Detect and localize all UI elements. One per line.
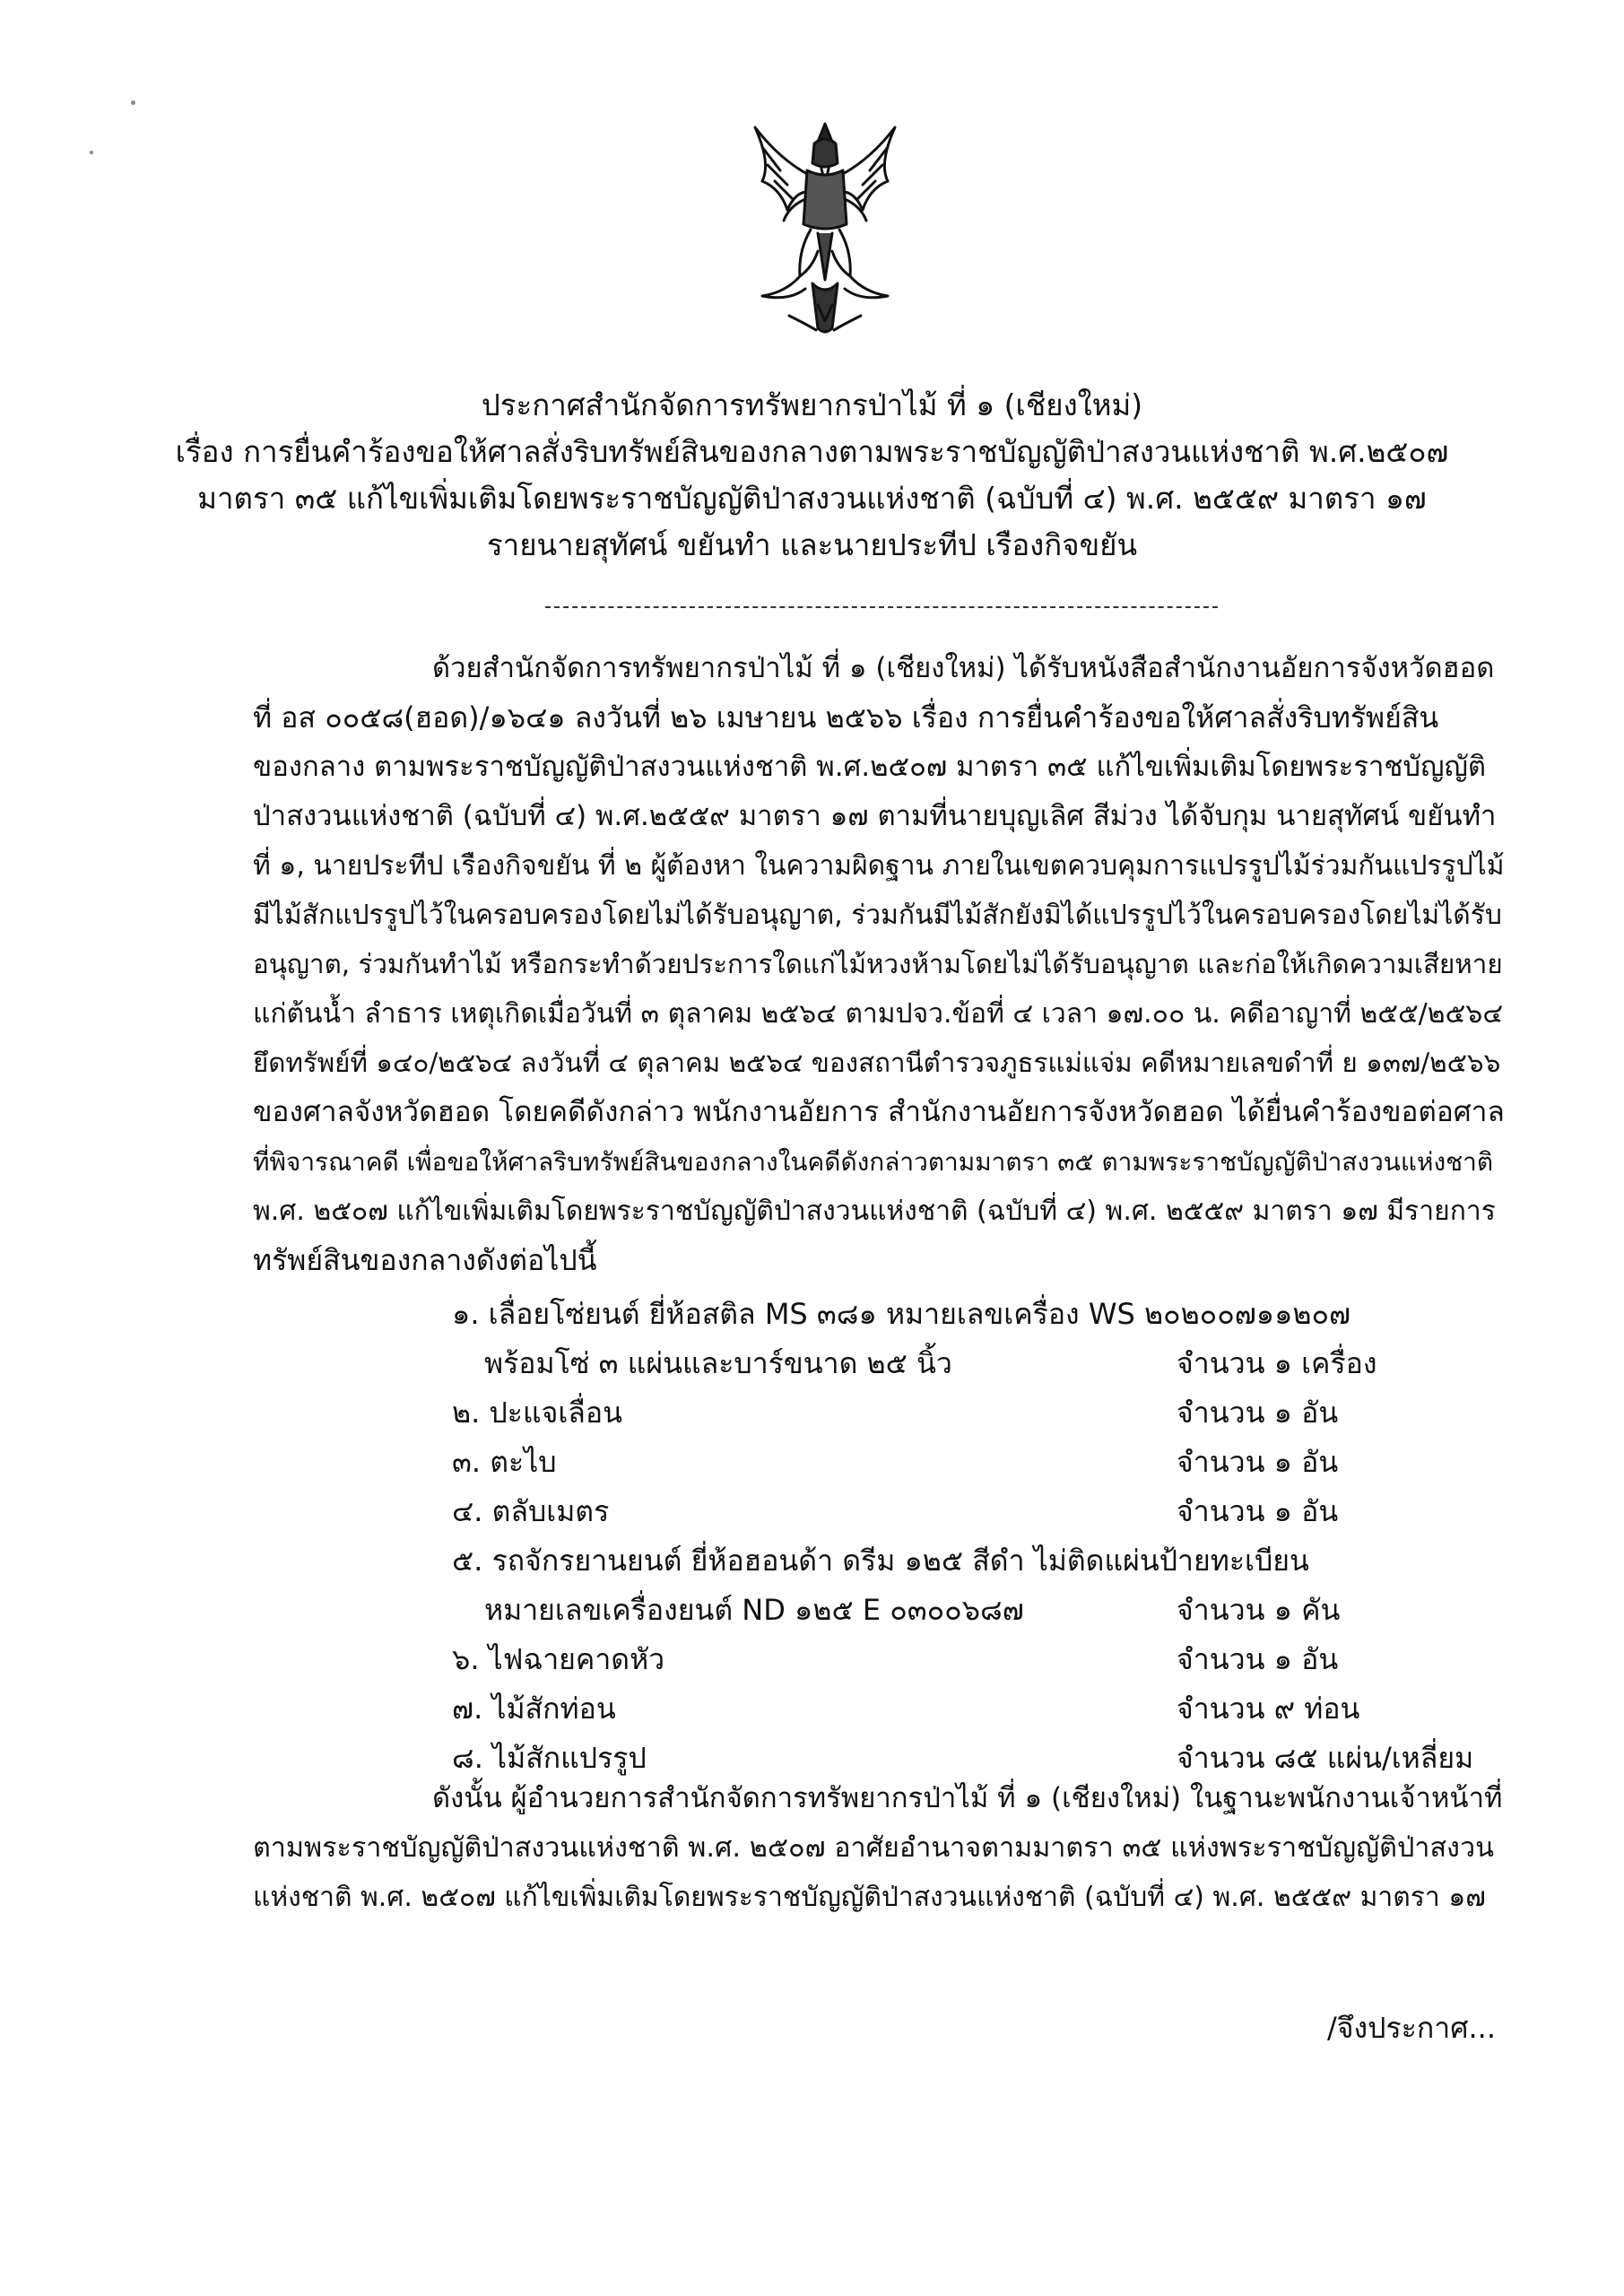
item-label: หมายเลขเครื่องยนต์ ND ๑๒๕ E ๐๓๐๐๖๘๗ — [484, 1593, 1024, 1627]
list-item — [253, 1438, 1505, 1487]
closing-paragraph — [253, 1774, 1505, 1922]
list-item — [253, 1536, 1505, 1586]
body-paragraph — [253, 644, 1505, 1285]
body-line: แก่ต้นน้ำ ลำธาร เหตุเกิดเมื่อวันที่ ๓ ตุลาคม ๒๕๖๔ ตามปจว.ข้อที่ ๔ เวลา ๑๗.๐๐ น. คดีอาญาที่ ๒๕๕/๒๕๖๔ — [253, 998, 1504, 1030]
item-label: ๖. ไฟฉายคาดหัว — [452, 1642, 665, 1676]
subject-line: รายนายสุทัศน์ ขยันทำ และนายประทีป เรืองกิจขยัน — [486, 527, 1138, 562]
body-line: ตามพระราชบัญญัติป่าสงวนแห่งชาติ พ.ศ. ๒๕๐๗ อาศัยอำนาจตามมาตรา ๓๕ แห่งพระราชบัญญัติป่าสงวน — [253, 1832, 1494, 1864]
body-line: แห่งชาติ พ.ศ. ๒๕๐๗ แก้ไขเพิ่มเติมโดยพระราชบัญญัติป่าสงวนแห่งชาติ (ฉบับที่ ๔) พ.ศ. ๒๕๕๙ มาตรา ๑๗ — [253, 1882, 1486, 1913]
body-line: ด้วยสำนักจัดการทรัพยากรป่าไม้ ที่ ๑ (เชียงใหม่) ได้รับหนังสือสำนักงานอัยการจังหวัดฮอด — [432, 652, 1495, 684]
item-label: ๘. ไม้สักแปรรูป — [452, 1741, 647, 1775]
item-label: พร้อมโซ่ ๓ แผ่นและบาร์ขนาด ๒๕ นิ้ว — [484, 1346, 952, 1380]
item-quantity: จำนวน ๑ อัน — [1177, 1396, 1339, 1430]
subject-line: เรื่อง การยื่นคำร้องขอให้ศาลสั่งริบทรัพย์สินของกลางตามพระราชบัญญัติป่าสงวนแห่งชาติ พ.ศ.๒๕๐๗ — [175, 434, 1449, 469]
subject-line: มาตรา ๓๕ แก้ไขเพิ่มเติมโดยพระราชบัญญัติป่าสงวนแห่งชาติ (ฉบับที่ ๔) พ.ศ. ๒๕๕๙ มาตรา ๑๗ — [197, 481, 1427, 516]
item-label: ๔. ตลับเมตร — [452, 1494, 610, 1528]
garuda-emblem-icon — [735, 117, 915, 341]
body-line: ที่พิจารณาคดี เพื่อขอให้ศาลริบทรัพย์สินของกลางในคดีดังกล่าวตามมาตรา ๓๕ ตามพระราชบัญญัติป่าสงวนแห่งชาติ — [253, 1147, 1494, 1177]
list-item — [253, 1339, 1505, 1388]
item-label: ๗. ไม้สักท่อน — [452, 1692, 616, 1726]
item-quantity: จำนวน ๘๕ แผ่น/เหลี่ยม — [1177, 1741, 1474, 1775]
item-label: ๑. เลื่อยโซ่ยนต์ ยี่ห้อสติล MS ๓๘๑ หมายเลขเครื่อง WS ๒๐๒๐๐๗๑๑๒๐๗ — [452, 1297, 1351, 1331]
item-quantity: จำนวน ๑ เครื่อง — [1177, 1346, 1377, 1380]
body-line: ทรัพย์สินของกลางดังต่อไปนี้ — [253, 1243, 597, 1277]
body-line: ที่ อส ๐๐๕๘(ฮอด)/๑๖๔๑ ลงวันที่ ๒๖ เมษายน ๒๕๖๖ เรื่อง การยื่นคำร้องขอให้ศาลสั่งริบทรัพย์สิน — [253, 700, 1439, 735]
item-quantity: จำนวน ๑ อัน — [1177, 1494, 1339, 1528]
scan-speck — [90, 151, 93, 154]
body-line: ป่าสงวนแห่งชาติ (ฉบับที่ ๔) พ.ศ.๒๕๕๙ มาตรา ๑๗ ตามที่นายบุญเลิศ สีม่วง ได้จับกุม นายสุทัศน์ ขยันทำ — [253, 800, 1497, 832]
list-item — [253, 1586, 1505, 1635]
item-quantity: จำนวน ๑ อัน — [1177, 1642, 1339, 1676]
item-label: ๒. ปะแจเลื่อน — [452, 1396, 622, 1430]
item-label: ๓. ตะไบ — [452, 1445, 557, 1479]
body-line: ของศาลจังหวัดฮอด โดยคดีดังกล่าว พนักงานอัยการ สำนักงานอัยการจังหวัดฮอด ได้ยื่นคำร้องขอต่อศาล — [253, 1096, 1505, 1128]
body-line: มีไม้สักแปรรูปไว้ในครอบครองโดยไม่ได้รับอนุญาต, ร่วมกันมีไม้สักยังมิได้แปรรูปไว้ในครอบครองโดยไม่ได้รับ — [253, 900, 1502, 931]
item-quantity: จำนวน ๙ ท่อน — [1177, 1692, 1360, 1726]
list-item — [253, 1635, 1505, 1684]
list-item — [253, 1388, 1505, 1438]
list-item — [253, 1684, 1505, 1734]
body-line: พ.ศ. ๒๕๐๗ แก้ไขเพิ่มเติมโดยพระราชบัญญัติป่าสงวนแห่งชาติ (ฉบับที่ ๔) พ.ศ. ๒๕๕๙ มาตรา ๑๗ มีรายการ — [253, 1196, 1496, 1227]
continuation-marker: /จึงประกาศ... — [1327, 2011, 1497, 2045]
body-line: ที่ ๑, นายประทีป เรืองกิจขยัน ที่ ๒ ผู้ต้องหา ในความผิดฐาน ภายในเขตควบคุมการแปรรูปไม้ร่วมกันแปรรูปไม้ — [253, 850, 1505, 882]
item-quantity: จำนวน ๑ คัน — [1177, 1593, 1341, 1627]
body-line: ของกลาง ตามพระราชบัญญัติป่าสงวนแห่งชาติ พ.ศ.๒๕๐๗ มาตรา ๓๕ แก้ไขเพิ่มเติมโดยพระราชบัญญัติ — [253, 751, 1487, 783]
item-quantity: จำนวน ๑ อัน — [1177, 1445, 1339, 1479]
seized-items-list — [253, 1290, 1505, 1783]
list-item — [253, 1487, 1505, 1536]
item-label: ๕. รถจักรยานยนต์ ยี่ห้อฮอนด้า ดรีม ๑๒๕ สีดำ ไม่ติดแผ่นป้ายทะเบียน — [452, 1544, 1309, 1578]
body-line: อนุญาต, ร่วมกันทำไม้ หรือกระทำด้วยประการใดแก่ไม้หวงห้ามโดยไม่ได้รับอนุญาต และก่อให้เกิดความเสียหาย — [253, 949, 1503, 979]
scan-speck — [131, 100, 135, 105]
list-item — [253, 1290, 1505, 1339]
body-line: ดังนั้น ผู้อำนวยการสำนักจัดการทรัพยากรป่าไม้ ที่ ๑ (เชียงใหม่) ในฐานะพนักงานเจ้าหน้าที่ — [432, 1782, 1503, 1814]
title-divider — [545, 606, 1218, 608]
title-line: ประกาศสำนักจัดการทรัพยากรป่าไม้ ที่ ๑ (เชียงใหม่) — [481, 387, 1143, 422]
announcement-title — [0, 380, 1624, 567]
body-line: ยึดทรัพย์ที่ ๑๔๐/๒๕๖๔ ลงวันที่ ๔ ตุลาคม ๒๕๖๔ ของสถานีตำรวจภูธรแม่แจ่ม คดีหมายเลขดำที่ ย ๑๓๗/๒๕๖๖ — [253, 1048, 1501, 1078]
